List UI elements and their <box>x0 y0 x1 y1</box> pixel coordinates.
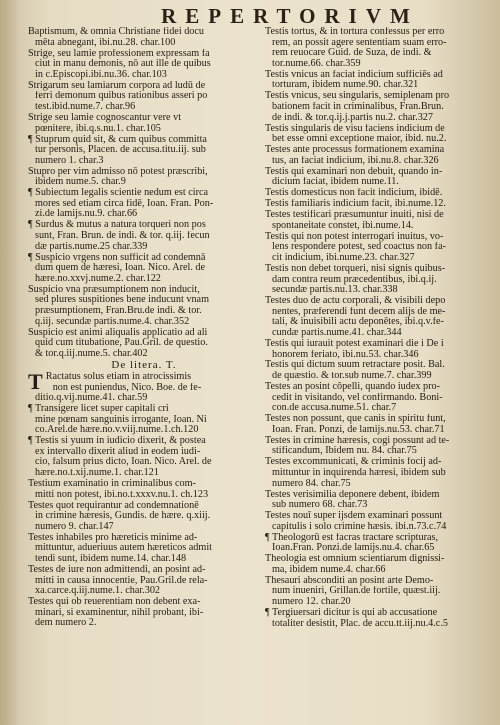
entry-line: ¶ Suspicio vrgens non sufficit ad condemnā <box>28 252 206 263</box>
index-entry <box>265 490 487 511</box>
entry-line: in c.Episcopi.ibi.nu.36. char.103 <box>35 69 167 80</box>
index-entry <box>265 232 487 264</box>
entry-line: Ractatus solus etiam in atrocissimis <box>45 371 192 382</box>
index-entry <box>265 70 487 91</box>
entry-line: Testis qui dictum suum retractare posit. Bal. <box>265 360 445 371</box>
entry-line: Testis tortus, & in tortura confessus per erro <box>265 27 445 37</box>
entry-line: Testis non debet torqueri, nisi signis quibus- <box>265 263 446 274</box>
right-entries <box>265 27 487 629</box>
right-column <box>265 27 487 630</box>
drop-cap-t: T <box>28 368 43 394</box>
entry-line: Testis qui examinari non debuit, quando in- <box>265 166 443 177</box>
index-entry <box>265 296 487 338</box>
entry-line: ditio.q.vij.nume.41. char.59 <box>35 393 148 404</box>
entry-line: in crimine hæresis, Gundis. de hære. q.xiij. <box>35 511 211 522</box>
page-gutter-shadow <box>0 0 20 725</box>
entry-line: ¶ Transigere licet super capitali cri <box>28 404 169 415</box>
entry-line: dem numero 2. <box>35 618 97 629</box>
entry-line: sed plures suspitiones bene inducunt vnam <box>35 295 210 306</box>
entry-line: cedit in visitando, vel confirmando. Boni- <box>272 392 443 403</box>
entry-line: secundæ partis.nu.13. char.338 <box>272 285 398 296</box>
index-entry <box>265 533 487 554</box>
entry-line: ¶ Tergiuersari dicitur is qui ab accusatione <box>265 608 438 619</box>
entry-line: sub numero 68. char.73 <box>272 500 368 511</box>
index-entry <box>28 49 260 81</box>
entry-line: lens respondere potest, sed coactus non fa- <box>272 242 446 253</box>
index-entry <box>265 576 487 608</box>
entry-line: hære.no.xxvj.nume.2. char.122 <box>35 273 161 284</box>
index-entry <box>265 457 487 489</box>
index-entry <box>28 436 260 478</box>
entry-line: xa.carce.q.iij.nume.1. char.302 <box>35 586 161 597</box>
index-entry <box>28 501 260 533</box>
index-entry <box>265 199 487 210</box>
index-entry <box>265 188 487 199</box>
entry-line: co.Arel.de hære.no.v.viij.nume.1.ch.120 <box>35 425 199 436</box>
entry-line: bet esse omni exceptione maior, ibid. nu.2. <box>272 134 447 145</box>
index-entry <box>265 27 487 69</box>
index-entry <box>265 511 487 532</box>
entry-line: tali, & inuisibili actu deponētes, ibi.q.v.fe- <box>272 317 444 328</box>
entry-line: Testis qui iurauit potest examinari die i De i <box>265 338 444 349</box>
entry-line: stificandum, Ibidem nu. 84. char.75 <box>272 446 417 457</box>
entry-line: Testes quot requirantur ad condemnationē <box>28 500 199 511</box>
entry-line: test.ibid.nume.7. char.96 <box>35 101 136 112</box>
entry-line: capitulis i solo crimine hæsis. ibi.n.73.c.74 <box>272 521 447 532</box>
entry-line: de quæstio. & tor.sub nume.7. char.399 <box>272 371 432 382</box>
entry-line: Testium examinatio in criminalibus com- <box>28 479 196 490</box>
index-entry <box>265 414 487 435</box>
entry-line: tur personis, Placen. de accusa.titu.iij. sub <box>35 145 206 156</box>
entry-line: tendi sunt, ibidem nume.14. char.148 <box>35 553 187 564</box>
entry-line: Strigarum seu lamiarum corpora ad ludū de <box>28 80 206 91</box>
entry-line: Testis qui non potest interrogari inuitus, vo- <box>265 231 444 242</box>
entry-line: Testes an posint cōpelli, quando iudex pro- <box>265 382 440 393</box>
entry-line: dum quem de hæresi, Ioan. Nico. Arel. de <box>35 263 206 274</box>
entry-line: Testes testificari præsumuntur inuiti, nisi de <box>265 210 444 221</box>
entry-line: Testis familiaris indicium facit, ibi.nume.12. <box>265 199 446 210</box>
entry-line: tus, an faciat indicium, ibi.nu.8. char.326 <box>272 155 439 166</box>
entry-line: de indi. & tor.q.ij.j.partis nu.2. char.327 <box>272 112 433 123</box>
entry-line: bationem facit in criminalibus, Fran.Brun. <box>272 101 444 112</box>
entry-line: Testes in crimine hæresis, cogi possunt ad te- <box>265 435 450 446</box>
entry-line: Strige, seu lamie professionem expressam fa <box>28 48 210 59</box>
entry-line: cio, falsum prius dicto, Ioan. Nico. Arel. de <box>35 457 212 468</box>
index-entry <box>265 360 487 381</box>
entry-line: ¶ Subiectum legalis scientie nedum est circa <box>28 188 209 199</box>
entry-line: Theologia est omnium scientiarum dignissi- <box>265 554 445 565</box>
index-entry <box>28 597 260 629</box>
index-entry <box>265 124 487 145</box>
entry-line: rem reuocare Guid. de Suza, de indi. & <box>272 48 432 59</box>
entry-line: mittuntur in inquirenda hæresi, ibidem sub <box>272 467 446 478</box>
entry-line: dam contra reum præcedentibus, ibi.q.ij. <box>272 274 437 285</box>
entry-line: Testes verisimilia deponere debent, ibidem <box>265 489 440 500</box>
entry-line: honorem feriato, ibi.nu.53. char.346 <box>272 349 419 360</box>
index-entry <box>28 188 260 220</box>
entry-line: pœnitere, ibi.q.s.nu.1. char.105 <box>35 123 161 134</box>
index-entry <box>265 436 487 457</box>
left-entries <box>28 27 260 359</box>
index-entry <box>28 113 260 134</box>
entry-line: cundæ partis.nume.41. char.344 <box>272 327 402 338</box>
entry-line: Testes inhabiles pro hæreticis minime ad- <box>28 532 198 543</box>
entry-line: mēta abnegant, ibi.nu.28. char.100 <box>35 37 176 48</box>
running-header: REPERTORIVM <box>161 4 419 28</box>
index-entry <box>28 253 260 285</box>
entry-line: ¶ Theologorū est facras tractare scripturas, <box>265 532 439 543</box>
index-entry <box>265 608 487 629</box>
entry-line: hære.no.t.xij.nume.1. char.121 <box>35 468 159 479</box>
index-entry <box>28 167 260 188</box>
entry-line: q.iij. secundæ partis.nume.4. char.352 <box>35 316 190 327</box>
entry-line: ¶ Surdus & mutus a natura torqueri non pos <box>28 220 206 231</box>
index-entry <box>265 554 487 575</box>
left-column <box>28 27 260 629</box>
entry-line: Testes ante processus formationem examina <box>265 145 445 156</box>
entry-line: præsumptionem, Fran.Bru.de indi. & tor. <box>35 305 202 316</box>
entry-line: ciut in manu demonis, nō aut ille de quibus <box>35 59 211 70</box>
index-entry <box>265 145 487 166</box>
index-entry <box>28 479 260 500</box>
index-entry <box>28 81 260 113</box>
entry-line: non est puniendus, Nico. Boe. de fe- <box>52 382 202 393</box>
entry-line: totaliter desistit, Plac. de accu.tt.iij.nu.4.c.5 <box>272 618 448 629</box>
entry-line: mitti non potest, ibi.no.t.xxxv.nu.1. ch.123 <box>35 489 209 500</box>
entry-line: ibidem nume.5. char.9 <box>35 177 126 188</box>
entry-line: numero 12. char.20 <box>272 597 351 608</box>
entry-line: Testis singularis de visu faciens indicium de <box>265 123 445 134</box>
index-entry <box>28 404 260 436</box>
entry-line: Suspicio est animi aliqualis applicatio ad ali <box>28 327 208 338</box>
entry-line: Testis domesticus non facit indicium, ibidē. <box>265 188 443 199</box>
index-entry <box>28 285 260 327</box>
left-t-entries <box>28 368 260 629</box>
entry-line: numero 84. char.75 <box>272 478 351 489</box>
entry-line: Testis vnicus an faciat indicium sufficiēs ad <box>265 69 443 80</box>
entry-line: mitti in causa innocentie, Pau.Gril.de rela- <box>35 575 208 586</box>
entry-line: Testes de iure non admittendi, an posint ad- <box>28 564 206 575</box>
index-entry <box>28 27 260 48</box>
entry-line: mores sed etiam circa fidē, Ioan. Fran. Pon- <box>35 198 214 209</box>
entry-line: Ioan.Fran. Ponzi.de lamijs.nu.4. char.65 <box>272 543 435 554</box>
index-entry <box>265 210 487 231</box>
index-entry <box>265 91 487 123</box>
index-entry <box>28 220 260 252</box>
entry-line: dicium faciat, ibidem nume.11. <box>272 177 399 188</box>
entry-line: num inueniri, Grillan.de fortile, quæst.iij. <box>272 586 441 597</box>
entry-line: spontaneitate constet, ibi.nume.14. <box>272 220 414 231</box>
entry-line: ¶ Stuprum quid sit, & cum quibus committa <box>28 134 207 145</box>
index-entry <box>28 565 260 597</box>
index-entry <box>28 533 260 565</box>
entry-line: torturam, ibidem nume.90. char.321 <box>272 80 419 91</box>
entry-line: Strige seu lamie cognoscantur vere vt <box>28 112 182 123</box>
entry-line: cit indicium, ibi.nume.23. char.327 <box>272 252 415 263</box>
entry-line: tor.nume.66. char.359 <box>272 58 361 69</box>
entry-line: & tor.q.iij.nume.5. char.402 <box>35 348 148 359</box>
entry-line: ex intervallo dixerit aliud in eodem iudi- <box>35 446 201 457</box>
index-entry <box>265 264 487 296</box>
entry-line: numero 9. char.147 <box>35 521 114 532</box>
entry-line: Testis vnicus, seu singularis, semiplenam pro <box>265 91 450 102</box>
entry-line: ma, ibidem nume.4. char.66 <box>272 564 386 575</box>
entry-line: Thesauri absconditi an posint arte Demo- <box>265 575 434 586</box>
index-entry <box>265 339 487 360</box>
entry-line: con.de accusa.nume.51. char.7 <box>272 403 397 414</box>
entry-line: Testes excommunicati, & criminis focij ad- <box>265 457 442 468</box>
index-entry <box>28 135 260 167</box>
entry-line: dæ partis.nume.25 char.339 <box>35 241 148 252</box>
entry-line: Testes qui ob reuerentiam non debent exa- <box>28 597 201 608</box>
entry-line: Testes non possunt, que canis in spiritu funt, <box>265 414 446 425</box>
entry-line: Stupro per vim admisso nō potest præscribi, <box>28 166 208 177</box>
entry-line: mine pœnam sanguinis irrogante, Ioan. Ni <box>35 414 207 425</box>
entry-line: Ioan. Fran. Ponzi, de lamijs.nu.53. char.71 <box>272 424 445 435</box>
entry-line: Testes nouī super ijsdem examinari possunt <box>265 511 443 522</box>
entry-line: nentes, præferendi funt decem alijs de me- <box>272 306 446 317</box>
entry-line: Testes duo de actu corporali, & visibili depo <box>265 296 446 307</box>
entry-line: Baptismum, & omnia Christiane fidei docu <box>28 27 204 37</box>
entry-line: mittuntur, adueriuus autem hæreticos admit <box>35 543 212 554</box>
entry-line: Suspicio vna præsumptionem non inducit, <box>28 284 200 295</box>
index-entry <box>265 382 487 414</box>
entry-line: zi.de lamijs.nu.9. char.66 <box>35 209 138 220</box>
entry-line: rem, an possit agere sententiam suam erro- <box>272 37 447 48</box>
entry-line: minari, si examinentur, nihil probant, ibi- <box>35 607 204 618</box>
entry-line: quid cum titubatione, Pau.Gril. de questio. <box>35 338 208 349</box>
index-entry <box>265 167 487 188</box>
entry-line: numero 1. char.3 <box>35 155 104 166</box>
index-entry <box>28 328 260 360</box>
section-title: De litera. T. <box>111 359 177 372</box>
entry-line: ferri demonum quibus rationibus asseri po <box>35 91 208 102</box>
index-entry <box>28 368 260 404</box>
entry-line: sunt, Fran. Brun. de indi. & tor. q.iij. fecun <box>35 231 210 242</box>
entry-line: ¶ Testis si yuum in iudicio dixerit, & postea <box>28 436 206 447</box>
